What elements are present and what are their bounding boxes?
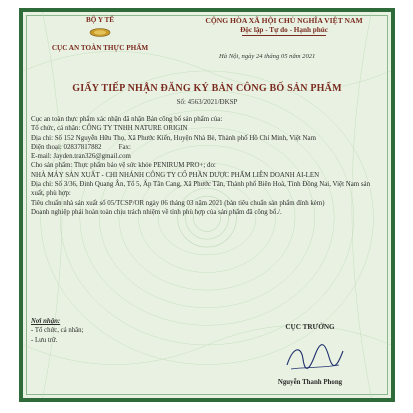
- signer-name: Nguyễn Thanh Phong: [277, 379, 343, 386]
- recipients-block: [31, 317, 83, 345]
- body-line: E-mail: Jayden.tran326@gmail.com: [31, 153, 131, 161]
- recipients-heading: Nơi nhận:: [31, 318, 61, 325]
- body-line: Điện thoại: 02837817882 Fax:: [31, 143, 131, 151]
- national-header: [173, 16, 395, 36]
- nation-name: CỘNG HÒA XÃ HỘI CHỦ NGHĨA VIỆT NAM: [205, 16, 363, 25]
- document-title: GIẤY TIẾP NHẬN ĐĂNG KÝ BẢN CÔNG BỐ SẢN PHẨM: [72, 83, 342, 94]
- motto-underline: [242, 35, 326, 36]
- signature-block: [245, 323, 375, 386]
- issue-date: Hà Nội, ngày 24 tháng 05 năm 2021: [219, 53, 316, 60]
- national-motto: Độc lập - Tự do - Hạnh phúc: [240, 26, 328, 34]
- ministry-name: BỘ Y TẾ: [85, 16, 115, 24]
- body-line: Cục an toàn thực phẩm xác nhận đã nhận Bản công bố sản phẩm của:: [31, 116, 223, 123]
- agency-name: CỤC AN TOÀN THỰC PHẨM: [51, 44, 149, 52]
- body-line: NHÀ MÁY SẢN XUẤT - CHI NHÁNH CÔNG TY CỔ PHẦN DƯỢC PHẨM LIÊN DOANH AI-LEN: [31, 171, 320, 179]
- body-line: Tổ chức, cá nhân: CÔNG TY TNHH NATURE ORIGIN: [31, 125, 188, 133]
- handwritten-signature: [279, 337, 349, 377]
- body-line: Địa chỉ: Số 3/36, Đinh Quang Ân, Tổ 5, Ấp Tân Cang, Xã Phước Tân, Thành phố Biên Hoà, Tỉnh Đồng Nai, Việt Nam sản xuất, phù hợp:: [31, 181, 371, 198]
- recipient-item: - Lưu trữ.: [31, 336, 58, 344]
- document-body: [31, 115, 383, 217]
- certificate: [19, 8, 395, 402]
- body-line: Tiêu chuẩn nhà sản xuất số 05/TCSP/OR ngày 06 tháng 03 năm 2021 (bản tiêu chuẩn sản phẩm đính kèm): [31, 199, 325, 207]
- document-number: Số: 4563/2021/ĐKSP: [176, 98, 238, 106]
- body-line: Địa chỉ: Số 152 Nguyễn Hữu Thọ, Xã Phước Kiển, Huyện Nhà Bè, Thành phố Hồ Chí Minh, Việt Nam: [31, 134, 316, 142]
- issuer-header: [35, 16, 165, 52]
- signer-title: CỤC TRƯỞNG: [285, 323, 335, 331]
- recipient-item: - Tổ chức, cá nhân;: [31, 327, 84, 335]
- body-line: Cho sản phẩm: Thực phẩm bảo vệ sức khỏe PENIRUM PRO+; do:: [31, 162, 216, 170]
- agency-logo-icon: [89, 28, 111, 37]
- body-line: Doanh nghiệp phải hoàn toàn chịu trách nhiệm về tính phù hợp của sản phẩm đã công bố./.: [31, 208, 282, 216]
